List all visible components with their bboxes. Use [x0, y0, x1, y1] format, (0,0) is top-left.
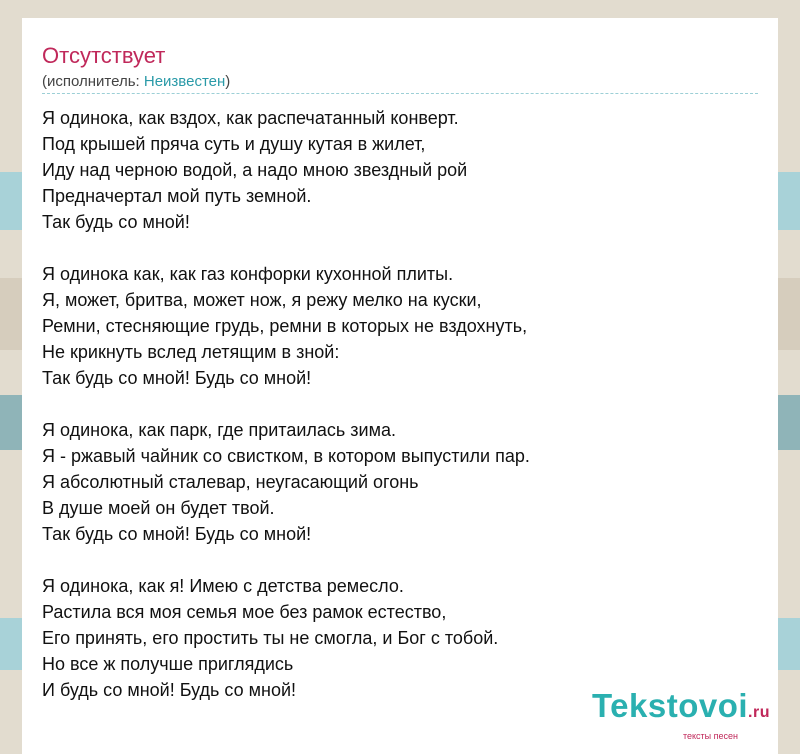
stanza-gap — [42, 391, 758, 417]
artist-line — [42, 73, 230, 91]
lyric-line: Я одинока, как парк, где притаилась зима. — [42, 420, 396, 440]
lyric-line: Предначертал мой путь земной. — [42, 186, 312, 206]
lyrics-text — [42, 105, 758, 703]
title-divider — [42, 93, 758, 94]
lyrics-card — [22, 18, 778, 754]
stanza-gap — [42, 547, 758, 573]
site-logo[interactable] — [592, 688, 770, 741]
lyric-line: И будь со мной! Будь со мной! — [42, 680, 297, 700]
lyric-line: Я абсолютный сталевар, неугасающий огонь — [42, 472, 419, 492]
logo-main-text: Tekstovoi — [591, 687, 749, 724]
lyric-line: Ремни, стесняющие грудь, ремни в которых не вздохнуть, — [42, 316, 528, 336]
logo-tld: .ru — [748, 704, 770, 721]
lyric-line: Я - ржавый чайник со свистком, в котором выпустили пар. — [42, 446, 530, 466]
lyric-line: Я одинока, как я! Имею с детства ремесло. — [42, 576, 404, 596]
stanza-gap — [42, 235, 758, 261]
logo-subtitle: тексты песен — [682, 731, 738, 741]
lyric-line: Но все ж получше приглядись — [42, 654, 294, 674]
song-title: Отсутствует — [42, 43, 166, 68]
lyric-line: Так будь со мной! Будь со мной! — [42, 368, 312, 388]
artist-prefix: (исполнитель: — [42, 73, 144, 90]
lyric-line: Я одинока, как вздох, как распечатанный конверт. — [42, 108, 459, 128]
lyric-line: Так будь со мной! Будь со мной! — [42, 524, 312, 544]
artist-suffix: ) — [225, 73, 231, 90]
lyric-line: Под крышей пряча суть и душу кутая в жилет, — [42, 134, 426, 154]
lyric-line: Так будь со мной! — [42, 212, 190, 232]
artist-link[interactable]: Неизвестен — [143, 73, 226, 90]
lyric-line: Растила вся моя семья мое без рамок естество, — [42, 602, 447, 622]
lyric-line: Не крикнуть вслед летящим в зной: — [42, 342, 340, 362]
lyric-line: Я, может, бритва, может нож, я режу мелко на куски, — [42, 290, 482, 310]
lyric-line: Иду над черною водой, а надо мною звездный рой — [42, 160, 468, 180]
lyric-line: В душе моей он будет твой. — [42, 498, 275, 518]
logo-wordmark — [592, 688, 770, 731]
lyric-line: Его принять, его простить ты не смогла, и Бог с тобой. — [42, 628, 499, 648]
lyric-line: Я одинока как, как газ конфорки кухонной плиты. — [42, 264, 454, 284]
